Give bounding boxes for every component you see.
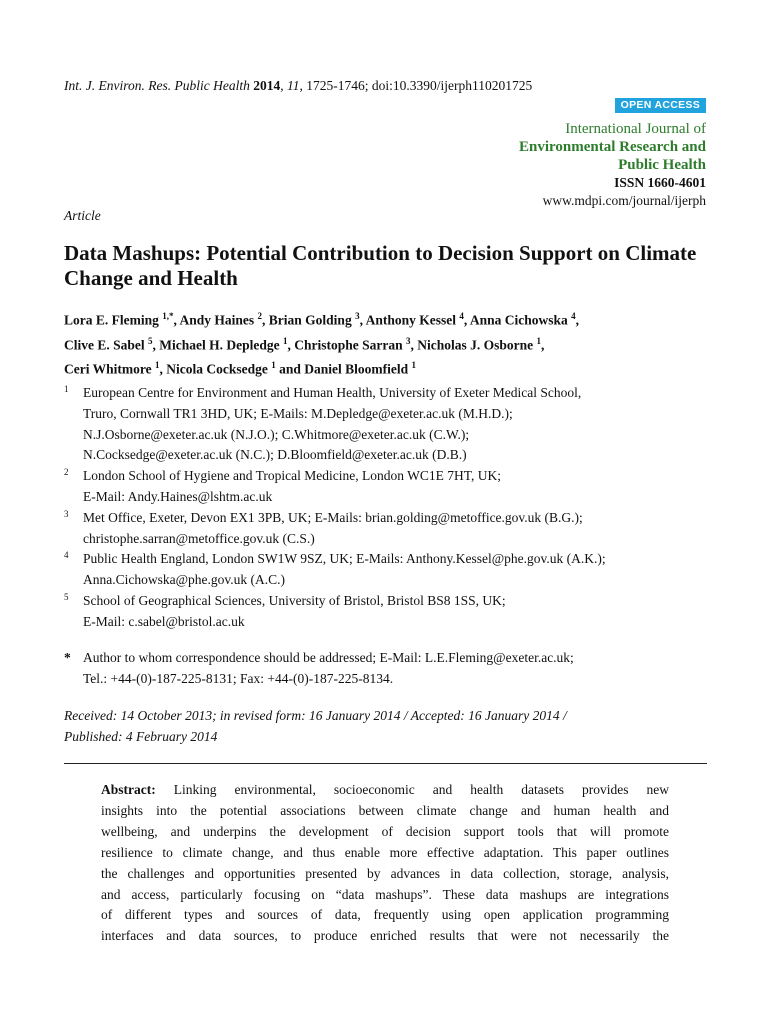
affiliation-line: Anna.Cichowska@phe.gov.uk (A.C.) bbox=[83, 572, 286, 588]
journal-block bbox=[519, 120, 706, 210]
author-separator: , bbox=[262, 312, 269, 328]
journal-abbrev: Int. J. Environ. Res. Public Health bbox=[64, 78, 250, 93]
abstract-line: insights into the potential associations between climate change and human health and bbox=[101, 802, 669, 818]
author-affil-sup: 4 bbox=[459, 311, 464, 321]
year: 2014 bbox=[253, 78, 281, 93]
correspondence-marker: * bbox=[64, 650, 71, 665]
author-affil-sup: 4 bbox=[571, 311, 576, 321]
correspondence bbox=[64, 648, 724, 690]
author-name: Andy Haines bbox=[179, 312, 255, 328]
affiliation-line: N.J.Osborne@exeter.ac.uk (N.J.O.); C.Whitmore@exeter.ac.uk (C.W.); bbox=[83, 426, 470, 442]
journal-name-line1: International Journal of bbox=[565, 121, 706, 137]
affiliation bbox=[64, 549, 724, 591]
author-affil-sup: 3 bbox=[406, 335, 411, 346]
abstract-line: the challenges and opportunities presented by advances in data collection, storage, analysis, bbox=[101, 865, 669, 881]
affiliation-number: 5 bbox=[64, 591, 69, 602]
pages-doi: 1725-1746; doi:10.3390/ijerph110201725 bbox=[306, 78, 533, 93]
affiliation-line: N.Cocksedge@exeter.ac.uk (N.C.); D.Bloomfield@exeter.ac.uk (D.B.) bbox=[83, 447, 467, 463]
author-name: Nicola Cocksedge bbox=[166, 361, 268, 377]
affiliation-line: E-Mail: c.sabel@bristol.ac.uk bbox=[83, 613, 245, 629]
journal-name-line3: Public Health bbox=[618, 157, 706, 173]
affiliation-line: christophe.sarran@metoffice.gov.uk (C.S.) bbox=[83, 530, 315, 546]
divider bbox=[64, 763, 707, 764]
author-name: Daniel Bloomfield bbox=[304, 361, 409, 377]
author-affil-sup: 1 bbox=[271, 360, 276, 370]
author-separator: and bbox=[275, 361, 305, 377]
affiliation bbox=[64, 383, 724, 466]
correspondence-line1: Author to whom correspondence should be addressed; E-Mail: L.E.Fleming@exeter.ac.uk; bbox=[83, 650, 574, 665]
abstract-line: and access, particularly focusing on “data mashups”. These data mashups are integrations bbox=[101, 886, 669, 902]
author-separator: , bbox=[541, 337, 545, 352]
affiliation-number: 3 bbox=[64, 508, 69, 519]
correspondence-line2: Tel.: +44-(0)-187-225-8131; Fax: +44-(0)-187-225-8134. bbox=[83, 670, 394, 686]
abstract-text: Linking environmental, socioeconomic and health datasets provides new bbox=[173, 782, 669, 797]
author-name: Lora E. Fleming bbox=[64, 312, 159, 328]
author-name: Anthony Kessel bbox=[365, 312, 456, 328]
affiliation-line: E-Mail: Andy.Haines@lshtm.ac.uk bbox=[83, 488, 273, 504]
affiliation-line: London School of Hygiene and Tropical Medicine, London WC1E 7HT, UK; bbox=[83, 468, 501, 484]
paper-title: Data Mashups: Potential Contribution to Decision Support on Climate Change and Health bbox=[64, 241, 697, 290]
affiliation-line: Public Health England, London SW1W 9SZ, UK; E-Mails: Anthony.Kessel@phe.gov.uk (A.K.); bbox=[83, 551, 606, 567]
affiliation-line: School of Geographical Sciences, University of Bristol, Bristol BS8 1SS, UK; bbox=[83, 592, 506, 608]
dates-line2: Published: 4 February 2014 bbox=[64, 729, 218, 744]
article-type: Article bbox=[64, 208, 101, 223]
volume: 11 bbox=[286, 78, 300, 93]
abstract-line bbox=[101, 780, 669, 801]
author-separator: , bbox=[410, 337, 418, 352]
author-affil-sup: 1,* bbox=[162, 311, 174, 321]
citation-line: Int. J. Environ. Res. Public Health 2014, 11, 1725-1746; doi:10.3390/ijerph110201725 bbox=[64, 78, 533, 93]
author-name: Nicholas J. Osborne bbox=[417, 337, 534, 352]
journal-url[interactable]: www.mdpi.com/journal/ijerph bbox=[542, 193, 706, 208]
affiliation-number: 1 bbox=[64, 384, 69, 394]
author-separator: , bbox=[359, 312, 366, 328]
affiliation-line: Truro, Cornwall TR1 3HD, UK; E-Mails: M.Depledge@exeter.ac.uk (M.H.D.); bbox=[83, 405, 513, 421]
affiliation bbox=[64, 466, 724, 508]
author-separator: , bbox=[463, 312, 470, 328]
author-name: Ceri Whitmore bbox=[64, 361, 152, 377]
author-name: Anna Cichowska bbox=[469, 312, 568, 328]
open-access-badge: OPEN ACCESS bbox=[615, 98, 706, 113]
author-affil-sup: 3 bbox=[355, 311, 360, 321]
abstract-line: wellbeing, and underpins the development of decision support tools that will promote bbox=[101, 823, 669, 839]
author-list bbox=[64, 306, 724, 380]
author-affil-sup: 1 bbox=[283, 335, 288, 346]
author-separator: , bbox=[152, 337, 160, 352]
affiliation bbox=[64, 508, 724, 550]
abstract-line: of different types and sources of data, frequently using open application programming bbox=[101, 907, 669, 923]
affiliation bbox=[64, 591, 724, 633]
abstract-line: interfaces and data sources, to produce enriched results that were not necessarily the bbox=[101, 928, 669, 944]
author-name: Michael H. Depledge bbox=[159, 337, 280, 352]
author-name: Christophe Sarran bbox=[294, 337, 403, 352]
publication-dates bbox=[64, 705, 724, 747]
abstract-line: resilience to climate change, and thus enable more effective adaptation. This paper outlines bbox=[101, 844, 669, 860]
author-affil-sup: 5 bbox=[148, 335, 153, 346]
author-affil-sup: 1 bbox=[154, 360, 160, 370]
author-separator: , bbox=[159, 361, 167, 377]
author-separator: , bbox=[287, 337, 295, 352]
affiliation-number: 4 bbox=[64, 550, 69, 561]
author-affil-sup: 2 bbox=[257, 311, 263, 321]
author-separator: , bbox=[575, 312, 580, 328]
affiliation-line: Met Office, Exeter, Devon EX1 3PB, UK; E-Mails: brian.golding@metoffice.gov.uk (B.G.); bbox=[83, 509, 583, 525]
dates-line1: Received: 14 October 2013; in revised form: 16 January 2014 / Accepted: 16 January 2014 / bbox=[64, 708, 567, 723]
abstract bbox=[101, 780, 669, 947]
author-name: Clive E. Sabel bbox=[64, 337, 145, 352]
affiliation-line: European Centre for Environment and Human Health, University of Exeter Medical School, bbox=[83, 385, 582, 400]
abstract-label: Abstract: bbox=[101, 782, 156, 797]
author-name: Brian Golding bbox=[268, 312, 352, 328]
author-affil-sup: 1 bbox=[411, 360, 417, 370]
author-separator: , bbox=[173, 312, 180, 328]
affiliation-number: 2 bbox=[64, 467, 69, 478]
author-affil-sup: 1 bbox=[536, 335, 542, 346]
journal-name-line2: Environmental Research and bbox=[519, 139, 706, 155]
affiliations bbox=[64, 383, 724, 633]
issn: ISSN 1660-4601 bbox=[614, 175, 706, 190]
